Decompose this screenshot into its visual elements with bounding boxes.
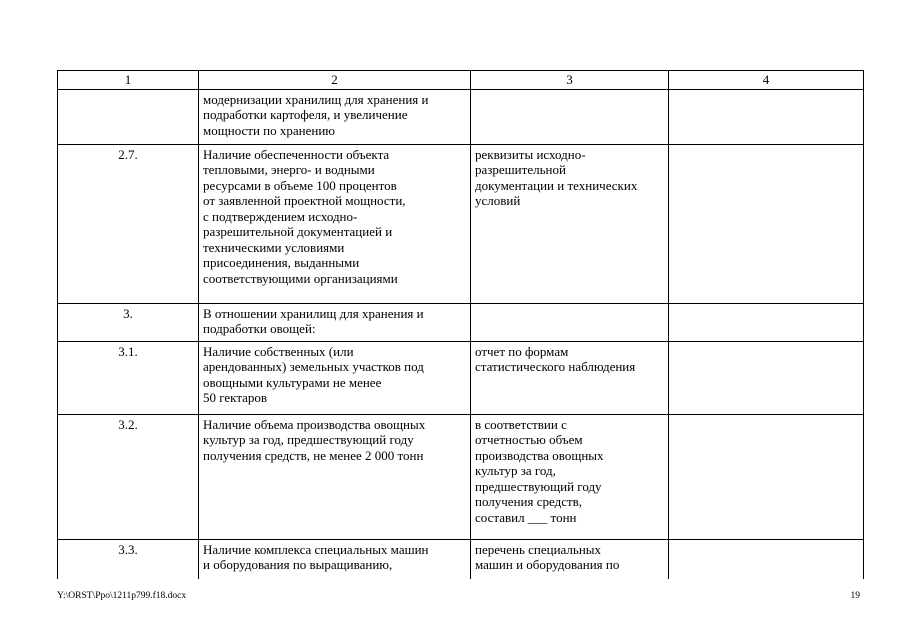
note-cell xyxy=(669,303,864,341)
note-cell xyxy=(669,89,864,144)
criteria-table xyxy=(57,70,864,579)
row-number: 3. xyxy=(58,303,199,341)
document-cell: перечень специальных машин и оборудования по xyxy=(471,539,669,579)
table-row xyxy=(58,414,864,539)
note-cell xyxy=(669,414,864,539)
row-number: 3.3. xyxy=(58,539,199,579)
table-row xyxy=(58,144,864,303)
header-cell-2: 2 xyxy=(199,71,471,90)
criterion-cell: В отношении хранилищ для хранения и подработки овощей: xyxy=(199,303,471,341)
table-row xyxy=(58,341,864,414)
criterion-cell: Наличие собственных (или арендованных) земельных участков под овощными культурами не менее 50 гектаров xyxy=(199,341,471,414)
header-cell-4: 4 xyxy=(669,71,864,90)
footer-file-path: Y:\ORST\Ppo\1211p799.f18.docx xyxy=(57,591,187,601)
table-row xyxy=(58,303,864,341)
row-number: 2.7. xyxy=(58,144,199,303)
document-cell xyxy=(471,89,669,144)
header-cell-1: 1 xyxy=(58,71,199,90)
document-cell: отчет по формам статистического наблюдения xyxy=(471,341,669,414)
criterion-cell: Наличие обеспеченности объекта тепловыми, энерго- и водными ресурсами в объеме 100 процентов от заявленной проектной мощности, с подтверждением исходно- разрешительной документацией и техническими условиями присоединения, выданными соответствующими организациями xyxy=(199,144,471,303)
note-cell xyxy=(669,341,864,414)
header-cell-3: 3 xyxy=(471,71,669,90)
document-cell xyxy=(471,303,669,341)
row-number: 3.1. xyxy=(58,341,199,414)
row-number xyxy=(58,89,199,144)
row-number: 3.2. xyxy=(58,414,199,539)
table-row xyxy=(58,539,864,579)
criterion-cell: модернизации хранилищ для хранения и подработки картофеля, и увеличение мощности по хранению xyxy=(199,89,471,144)
table-row xyxy=(58,89,864,144)
criterion-cell: Наличие комплекса специальных машин и оборудования по выращиванию, xyxy=(199,539,471,579)
document-cell: в соответствии с отчетностью объем производства овощных культур за год, предшествующий году получения средств, составил ___ тонн xyxy=(471,414,669,539)
criterion-cell: Наличие объема производства овощных культур за год, предшествующий году получения средств, не менее 2 000 тонн xyxy=(199,414,471,539)
document-cell: реквизиты исходно- разрешительной документации и технических условий xyxy=(471,144,669,303)
note-cell xyxy=(669,539,864,579)
page-number: 19 xyxy=(850,591,860,601)
table-header-row xyxy=(58,71,864,90)
note-cell xyxy=(669,144,864,303)
